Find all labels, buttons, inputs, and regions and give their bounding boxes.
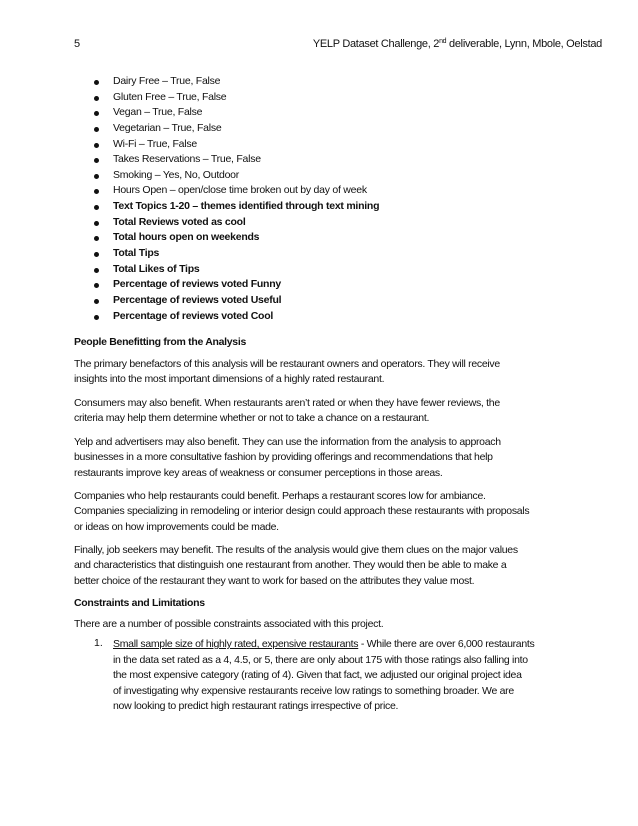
section-heading-people-benefitting: People Benefitting from the Analysis	[74, 336, 247, 348]
paragraph: There are a number of possible constraints associated with this project.	[74, 618, 384, 630]
bullet-icon	[94, 127, 99, 132]
list-item: Total Tips	[94, 246, 594, 262]
list-item: Vegan – True, False	[94, 105, 594, 121]
list-item: Total Likes of Tips	[94, 262, 594, 278]
paragraph: Finally, job seekers may benefit. The results of the analysis would give them clues on the major values and characteristics that distinguish one restaurant from another. They would then be able to make a better choice of the restaurant they want to work for based on the attributes they value most.	[74, 544, 518, 587]
list-item: Dairy Free – True, False	[94, 74, 594, 90]
running-header: YELP Dataset Challenge, 2nd deliverable, Lynn, Mbole, Oelstad	[312, 38, 602, 50]
bullet-icon	[94, 96, 99, 101]
bullet-icon	[94, 268, 99, 273]
list-item: Total Reviews voted as cool	[94, 215, 594, 231]
list-item: Total hours open on weekends	[94, 230, 594, 246]
list-item: Small sample size of highly rated, expensive restaurants - While there are over 6,000 restaurants in the data set rated as a 4, 4.5, or 5, there are only about 175 with those ratings also falling into the most expensive category (rating of 4). Given that fact, we adjusted our original project idea of investigating why expensive restaurants receive low ratings to something broader. We are now looking to predict high restaurant ratings irrespective of price.	[113, 638, 535, 712]
bullet-icon	[94, 252, 99, 257]
bullet-icon	[94, 111, 99, 116]
bullet-icon	[94, 80, 99, 85]
page-number: 5	[74, 38, 80, 50]
list-number: 1.	[94, 637, 103, 649]
section-heading-constraints: Constraints and Limitations	[74, 597, 205, 609]
bullet-icon	[94, 315, 99, 320]
list-item: Wi-Fi – True, False	[94, 137, 594, 153]
list-item: Vegetarian – True, False	[94, 121, 594, 137]
bullet-icon	[94, 283, 99, 288]
list-item: Percentage of reviews voted Cool	[94, 309, 594, 325]
list-item: Percentage of reviews voted Useful	[94, 293, 594, 309]
list-item: Smoking – Yes, No, Outdoor	[94, 168, 594, 184]
list-item: Text Topics 1-20 – themes identified through text mining	[94, 199, 594, 215]
bullet-icon	[94, 143, 99, 148]
bullet-icon	[94, 205, 99, 210]
paragraph: Yelp and advertisers may also benefit. They can use the information from the analysis to approach businesses in a more consultative fashion by providing offerings and recommendations that help restaurants improve key areas of weakness or consumer perceptions in those areas.	[74, 436, 501, 479]
bullet-icon	[94, 299, 99, 304]
bullet-icon	[94, 236, 99, 241]
list-item: Gluten Free – True, False	[94, 90, 594, 106]
bullet-icon	[94, 174, 99, 179]
bullet-icon	[94, 158, 99, 163]
bullet-icon	[94, 189, 99, 194]
paragraph: Consumers may also benefit. When restaurants aren’t rated or when they have fewer reviews, the criteria may help them determine whether or not to take a chance on a restaurant.	[74, 397, 500, 425]
constraint-title: Small sample size of highly rated, expensive restaurants	[113, 638, 359, 650]
paragraph: The primary benefactors of this analysis will be restaurant owners and operators. They will receive insights into the most important dimensions of a highly rated restaurant.	[74, 358, 500, 386]
list-item: Hours Open – open/close time broken out by day of week	[94, 183, 594, 199]
attribute-bullet-list	[94, 74, 594, 324]
paragraph: Companies who help restaurants could benefit. Perhaps a restaurant scores low for ambiance. Companies specializing in remodeling or interior design could approach these restaurants with proposals or ideas on how improvements could be made.	[74, 490, 530, 533]
bullet-icon	[94, 221, 99, 226]
list-item: Takes Reservations – True, False	[94, 152, 594, 168]
list-item: Percentage of reviews voted Funny	[94, 277, 594, 293]
